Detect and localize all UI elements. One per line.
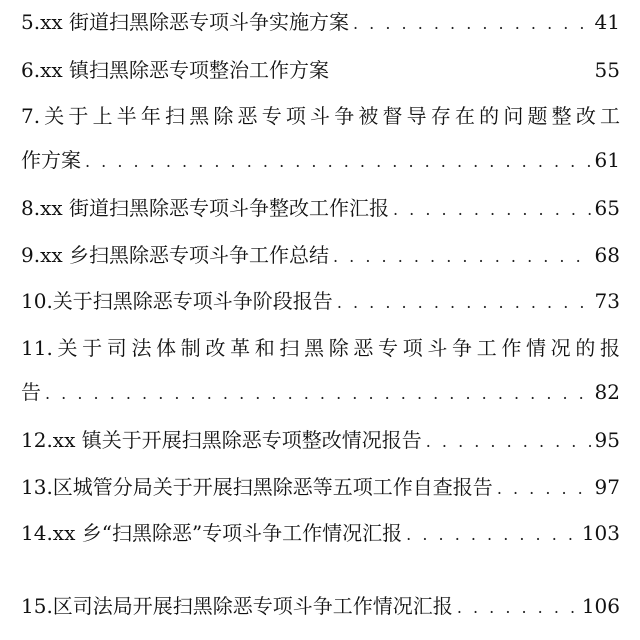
toc-entry-title: 10.关于扫黑除恶专项斗争阶段报告 [21,289,333,313]
toc-line [21,10,620,34]
toc-entry-title: 8.xx 街道扫黑除恶专项斗争整改工作汇报 [21,196,389,220]
toc-entry-15[interactable] [21,594,620,618]
dot-leader [426,430,591,454]
toc-line [21,148,620,172]
toc-entry-13[interactable] [21,475,620,499]
toc-entry-title: 9.xx 乡扫黑除恶专项斗争工作总结 [21,243,329,267]
toc-entry-page-number: 73 [594,289,620,313]
toc-entry-page-number: 97 [594,475,620,499]
toc-entry-page-number: 82 [594,380,620,404]
toc-entry-page-number: 41 [594,10,620,34]
toc-line [21,521,620,545]
toc-entry-title: 14.xx 乡“扫黑除恶”专项斗争工作情况汇报 [21,521,403,545]
dot-leader [85,150,591,174]
toc-entry-10[interactable] [21,289,620,313]
dot-leader [353,12,591,36]
toc-entry-title: 5.xx 街道扫黑除恶专项斗争实施方案 [21,10,349,34]
toc-line [21,475,620,499]
toc-line [21,428,620,452]
toc-line [21,104,620,128]
dot-leader [337,291,591,315]
toc-line [21,58,620,82]
toc-entry-title: 12.xx 镇关于开展扫黑除恶专项整改情况报告 [21,428,422,452]
toc-entry-page-number: 103 [581,521,620,545]
toc-line [21,243,620,267]
toc-entry-title: 13.区城管分局关于开展扫黑除恶等五项工作自查报告 [21,475,493,499]
toc-entry-page-number: 106 [581,594,620,618]
toc-entry-title: 15.区司法局开展扫黑除恶专项斗争工作情况汇报 [21,594,453,618]
toc-entry-title-line1: 7.关于上半年扫黑除恶专项斗争被督导存在的问题整改工 [21,104,620,128]
toc-line [21,594,620,618]
toc-entry-9[interactable] [21,243,620,267]
dot-leader [457,596,578,620]
toc-entry-title: 6.xx 镇扫黑除恶专项整治工作方案 [21,58,329,82]
toc-entry-6[interactable] [21,58,620,82]
toc-entry-page-number: 95 [594,428,620,452]
dot-leader [406,523,578,547]
toc-line [21,336,620,360]
toc-entry-title-line2: 作方案 [21,148,81,172]
toc-entry-page-number: 68 [594,243,620,267]
dot-leader [333,245,591,269]
toc-entry-7[interactable] [21,104,620,172]
toc-entry-page-number: 65 [594,196,620,220]
toc-entry-12[interactable] [21,428,620,452]
toc-line [21,289,620,313]
dot-leader [45,382,591,406]
toc-entry-page-number: 55 [594,58,620,82]
toc-line [21,196,620,220]
toc-entry-page-number: 61 [594,148,620,172]
toc-entry-title-line2: 告 [21,380,41,404]
dot-leader [497,477,591,501]
toc-entry-5[interactable] [21,10,620,34]
toc-entry-8[interactable] [21,196,620,220]
toc-entry-11[interactable] [21,336,620,404]
toc-entry-title-line1: 11.关于司法体制改革和扫黑除恶专项斗争工作情况的报 [21,336,620,360]
toc-entry-14[interactable] [21,521,620,545]
dot-leader [393,198,591,222]
toc-line [21,380,620,404]
